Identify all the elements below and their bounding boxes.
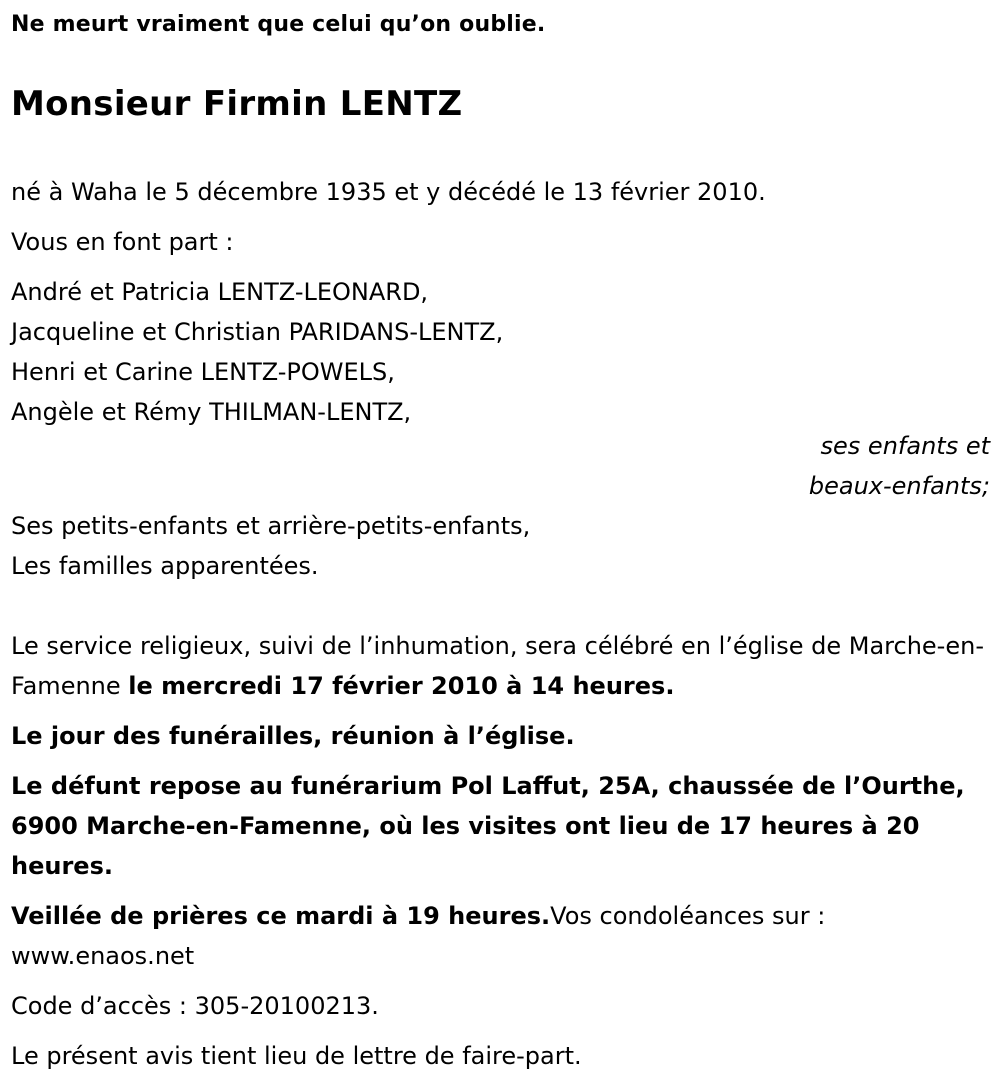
family-member: Jacqueline et Christian PARIDANS-LENTZ, [11, 318, 504, 346]
vigil-text: Veillée de prières ce mardi à 19 heures. [11, 902, 551, 930]
family-member: Henri et Carine LENTZ-POWELS, [11, 358, 395, 386]
meeting-text: Le jour des funérailles, réunion à l’église. [11, 722, 575, 750]
grandchildren-line: Ses petits-enfants et arrière-petits-enfants, [11, 512, 531, 540]
access-code-line: Code d’accès : 305-20100213. [11, 992, 379, 1020]
role-line: beaux-enfants; [808, 472, 990, 500]
relatives-line: Les familles apparentées. [11, 552, 319, 580]
service-paragraph [11, 626, 990, 706]
birth-death-line: né à Waha le 5 décembre 1935 et y décédé le 13 février 2010. [11, 178, 766, 206]
rest-paragraph [11, 766, 990, 886]
meeting-line [11, 716, 990, 756]
condolences-text: Vos condoléances sur : www.enaos.net [11, 902, 826, 970]
vigil-paragraph [11, 896, 990, 976]
service-text: Le service religieux, suivi de l’inhumation, sera célébré en l’église de Marche-en-Famenne [11, 632, 984, 700]
role-line: ses enfants et [820, 432, 990, 460]
family-list [11, 272, 990, 432]
motto: Ne meurt vraiment que celui qu’on oublie. [11, 12, 546, 37]
service-date: le mercredi 17 février 2010 à 14 heures. [128, 672, 675, 700]
announce-line: Vous en font part : [11, 228, 234, 256]
family-role [11, 426, 990, 506]
deceased-name: Monsieur Firmin LENTZ [11, 84, 463, 124]
family-member: Angèle et Rémy THILMAN-LENTZ, [11, 398, 412, 426]
notice-body [11, 172, 990, 1076]
family-member: André et Patricia LENTZ-LEONARD, [11, 278, 429, 306]
rest-text: Le défunt repose au funérarium Pol Laffut, 25A, chaussée de l’Ourthe, 6900 Marche-en-Famenne, où les visites ont lieu de 17 heures à 20 heures. [11, 772, 965, 880]
closing-line: Le présent avis tient lieu de lettre de faire-part. [11, 1042, 582, 1070]
